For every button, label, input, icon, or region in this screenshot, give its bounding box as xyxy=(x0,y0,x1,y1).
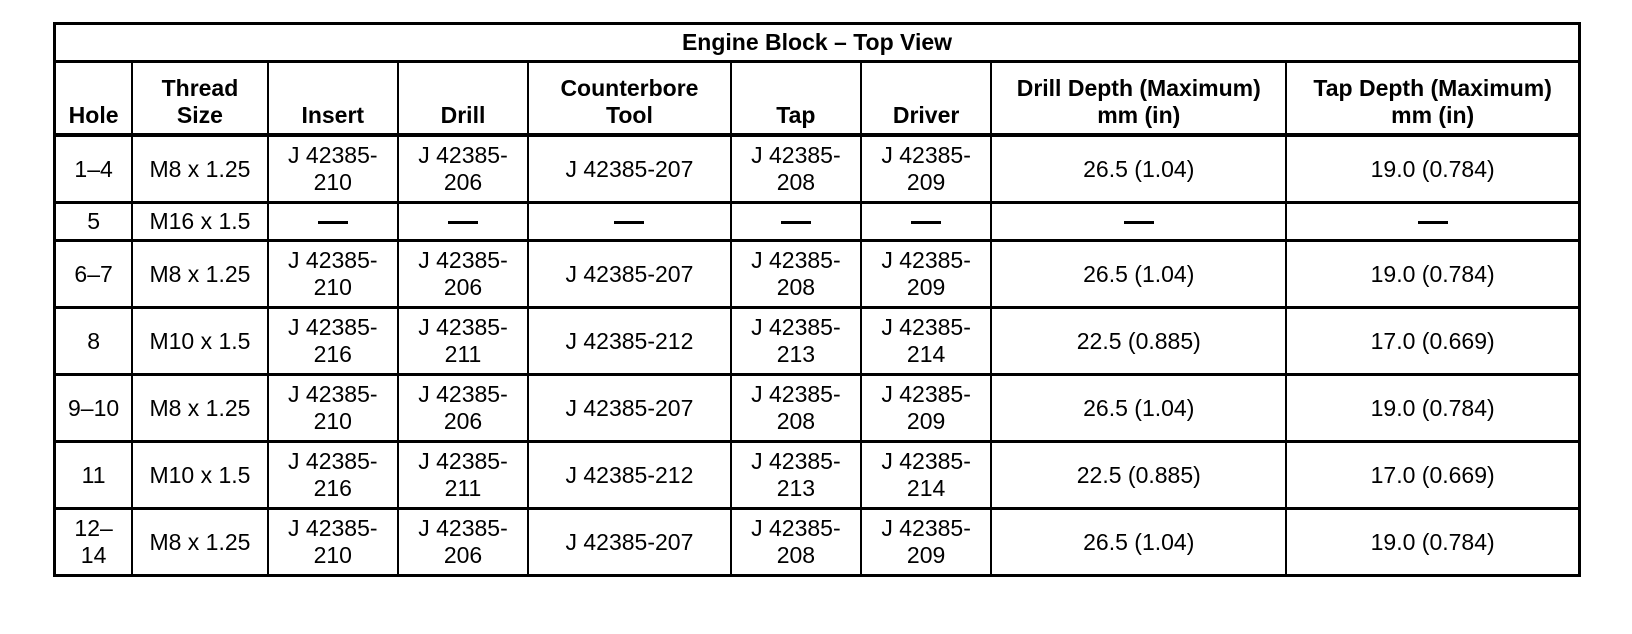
cell-insert: J 42385- 216 xyxy=(268,442,398,509)
engine-block-tool-table xyxy=(53,22,1581,577)
cell-insert: J 42385- 210 xyxy=(268,241,398,308)
cell-counterbore-tool: J 42385-207 xyxy=(528,135,731,203)
empty-dash xyxy=(1124,221,1154,224)
cell-driver: J 42385- 209 xyxy=(861,241,991,308)
empty-dash xyxy=(318,221,348,224)
table-row xyxy=(55,135,1580,203)
table-row xyxy=(55,509,1580,576)
cell-driver: J 42385- 214 xyxy=(861,308,991,375)
cell-insert: J 42385- 210 xyxy=(268,509,398,576)
column-header-insert: Insert xyxy=(268,62,398,136)
cell-thread-size: M8 x 1.25 xyxy=(132,509,267,576)
cell-counterbore-tool: J 42385-207 xyxy=(528,375,731,442)
cell-counterbore-tool: J 42385-212 xyxy=(528,442,731,509)
cell-hole: 6–7 xyxy=(55,241,133,308)
column-header-hole: Hole xyxy=(55,62,133,136)
table-row xyxy=(55,442,1580,509)
column-header-drill-depth: Drill Depth (Maximum) mm (in) xyxy=(991,62,1286,136)
cell-hole: 11 xyxy=(55,442,133,509)
table-title: Engine Block – Top View xyxy=(55,24,1580,62)
empty-dash xyxy=(911,221,941,224)
cell-drill: J 42385- 206 xyxy=(398,135,528,203)
cell-driver: J 42385- 209 xyxy=(861,509,991,576)
cell-drill: J 42385- 206 xyxy=(398,509,528,576)
cell-thread-size: M8 x 1.25 xyxy=(132,135,267,203)
cell-drill-depth: 26.5 (1.04) xyxy=(991,509,1286,576)
column-header-row xyxy=(55,62,1580,136)
cell-driver: J 42385- 209 xyxy=(861,375,991,442)
column-header-tap: Tap xyxy=(731,62,861,136)
cell-drill-depth xyxy=(991,203,1286,241)
empty-dash xyxy=(614,221,644,224)
cell-thread-size: M10 x 1.5 xyxy=(132,308,267,375)
cell-insert: J 42385- 210 xyxy=(268,375,398,442)
cell-tap: J 42385- 208 xyxy=(731,509,861,576)
cell-tap: J 42385- 213 xyxy=(731,442,861,509)
cell-thread-size: M16 x 1.5 xyxy=(132,203,267,241)
cell-driver xyxy=(861,203,991,241)
cell-tap xyxy=(731,203,861,241)
cell-thread-size: M8 x 1.25 xyxy=(132,241,267,308)
empty-dash xyxy=(1418,221,1448,224)
column-header-tap-depth: Tap Depth (Maximum) mm (in) xyxy=(1286,62,1579,136)
column-header-counterbore-tool: Counterbore Tool xyxy=(528,62,731,136)
cell-hole: 8 xyxy=(55,308,133,375)
cell-driver: J 42385- 209 xyxy=(861,135,991,203)
cell-tap-depth xyxy=(1286,203,1579,241)
cell-drill-depth: 22.5 (0.885) xyxy=(991,442,1286,509)
cell-drill-depth: 26.5 (1.04) xyxy=(991,135,1286,203)
table-row xyxy=(55,308,1580,375)
cell-tap: J 42385- 208 xyxy=(731,241,861,308)
cell-hole: 9–10 xyxy=(55,375,133,442)
cell-drill-depth: 26.5 (1.04) xyxy=(991,375,1286,442)
cell-tap-depth: 19.0 (0.784) xyxy=(1286,509,1579,576)
cell-hole: 12– 14 xyxy=(55,509,133,576)
cell-hole: 1–4 xyxy=(55,135,133,203)
cell-tap-depth: 19.0 (0.784) xyxy=(1286,135,1579,203)
cell-drill-depth: 22.5 (0.885) xyxy=(991,308,1286,375)
cell-counterbore-tool xyxy=(528,203,731,241)
cell-counterbore-tool: J 42385-207 xyxy=(528,241,731,308)
cell-tap-depth: 17.0 (0.669) xyxy=(1286,308,1579,375)
column-header-driver: Driver xyxy=(861,62,991,136)
cell-tap-depth: 17.0 (0.669) xyxy=(1286,442,1579,509)
cell-drill xyxy=(398,203,528,241)
cell-thread-size: M10 x 1.5 xyxy=(132,442,267,509)
cell-thread-size: M8 x 1.25 xyxy=(132,375,267,442)
cell-tap: J 42385- 208 xyxy=(731,375,861,442)
cell-insert: J 42385- 216 xyxy=(268,308,398,375)
cell-counterbore-tool: J 42385-207 xyxy=(528,509,731,576)
cell-hole: 5 xyxy=(55,203,133,241)
column-header-drill: Drill xyxy=(398,62,528,136)
column-header-thread-size: Thread Size xyxy=(132,62,267,136)
cell-tap: J 42385- 208 xyxy=(731,135,861,203)
table-row xyxy=(55,203,1580,241)
cell-drill: J 42385- 206 xyxy=(398,241,528,308)
cell-driver: J 42385- 214 xyxy=(861,442,991,509)
cell-insert xyxy=(268,203,398,241)
cell-tap-depth: 19.0 (0.784) xyxy=(1286,375,1579,442)
cell-drill: J 42385- 211 xyxy=(398,308,528,375)
cell-tap: J 42385- 213 xyxy=(731,308,861,375)
cell-drill: J 42385- 211 xyxy=(398,442,528,509)
cell-drill: J 42385- 206 xyxy=(398,375,528,442)
table-row xyxy=(55,375,1580,442)
cell-drill-depth: 26.5 (1.04) xyxy=(991,241,1286,308)
cell-insert: J 42385- 210 xyxy=(268,135,398,203)
table-row xyxy=(55,241,1580,308)
empty-dash xyxy=(781,221,811,224)
table-title-row xyxy=(55,24,1580,62)
cell-tap-depth: 19.0 (0.784) xyxy=(1286,241,1579,308)
cell-counterbore-tool: J 42385-212 xyxy=(528,308,731,375)
table-body xyxy=(55,135,1580,576)
empty-dash xyxy=(448,221,478,224)
